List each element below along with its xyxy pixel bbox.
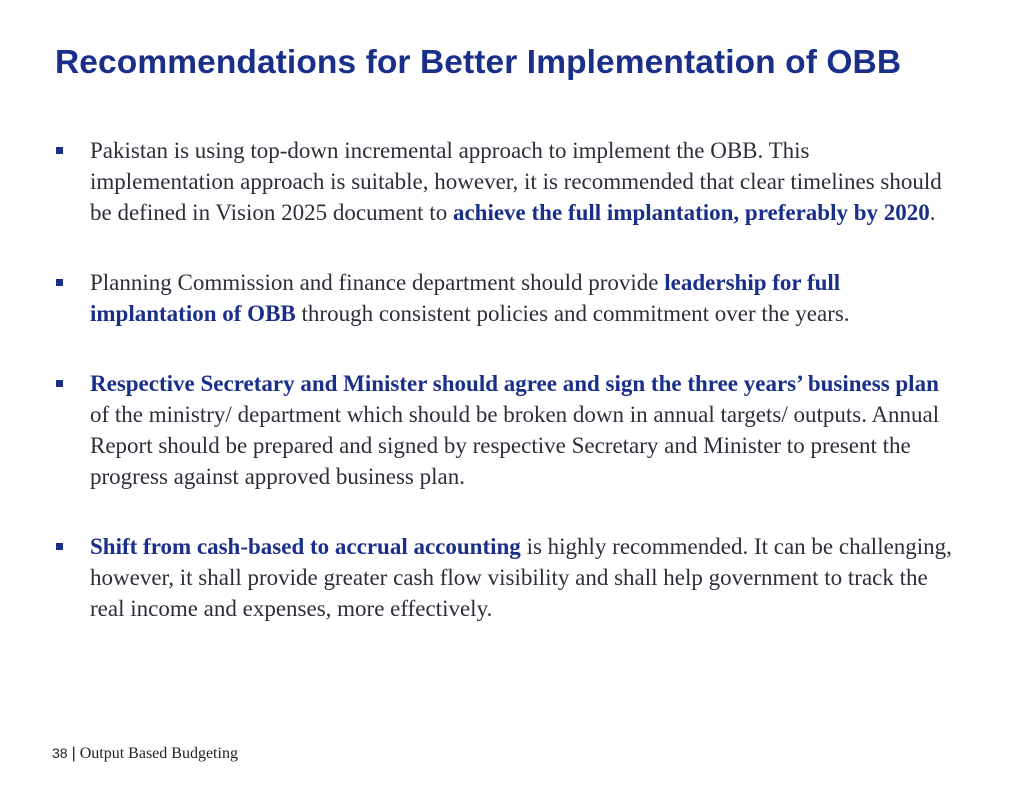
bullet-item-leadership [56, 267, 956, 329]
bullet-text-end: of the ministry/ department which should be broken down in annual targets/ outputs. Annual Report should be prepared and signed by respective Secretary and Minister to present the progress against approved business plan. [90, 402, 940, 489]
bullet-item-accrual-accounting [56, 531, 956, 624]
bullet-text-end: through consistent policies and commitment over the years. [295, 301, 850, 326]
slide-footer [52, 745, 238, 763]
bullet-highlight: leadership for full implantation of OBB [90, 270, 841, 326]
footer-separator: | [71, 745, 76, 762]
square-bullet-icon [56, 543, 63, 550]
bullet-text-end: is highly recommended. It can be challenging, however, it shall provide greater cash flow visibility and shall help government to track the real income and expenses, more effectively. [90, 534, 952, 621]
square-bullet-icon [56, 147, 63, 154]
square-bullet-icon [56, 279, 63, 286]
bullet-highlight: Shift from cash-based to accrual accounting [90, 534, 521, 559]
bullet-text: Planning Commission and finance department should provide [90, 270, 665, 295]
bullet-highlight: achieve the full implantation, preferably by 2020 [452, 200, 930, 225]
recommendations-list [56, 135, 956, 663]
bullet-item-timelines [56, 135, 956, 228]
bullet-highlight: Respective Secretary and Minister should agree and sign the three years’ business plan [90, 371, 939, 396]
footer-title: Output Based Budgeting [79, 745, 238, 762]
bullet-item-business-plan [56, 368, 956, 492]
bullet-text: Pakistan is using top-down incremental approach to implement the OBB. This implementation approach is suitable, however, it is recommended that clear timelines should be defined in Vision 2025 document to [90, 138, 942, 225]
square-bullet-icon [56, 380, 63, 387]
bullet-text-end: . [929, 200, 936, 225]
slide-title: Recommendations for Better Implementation of OBB [55, 44, 902, 81]
page-number: 38 [52, 745, 68, 761]
